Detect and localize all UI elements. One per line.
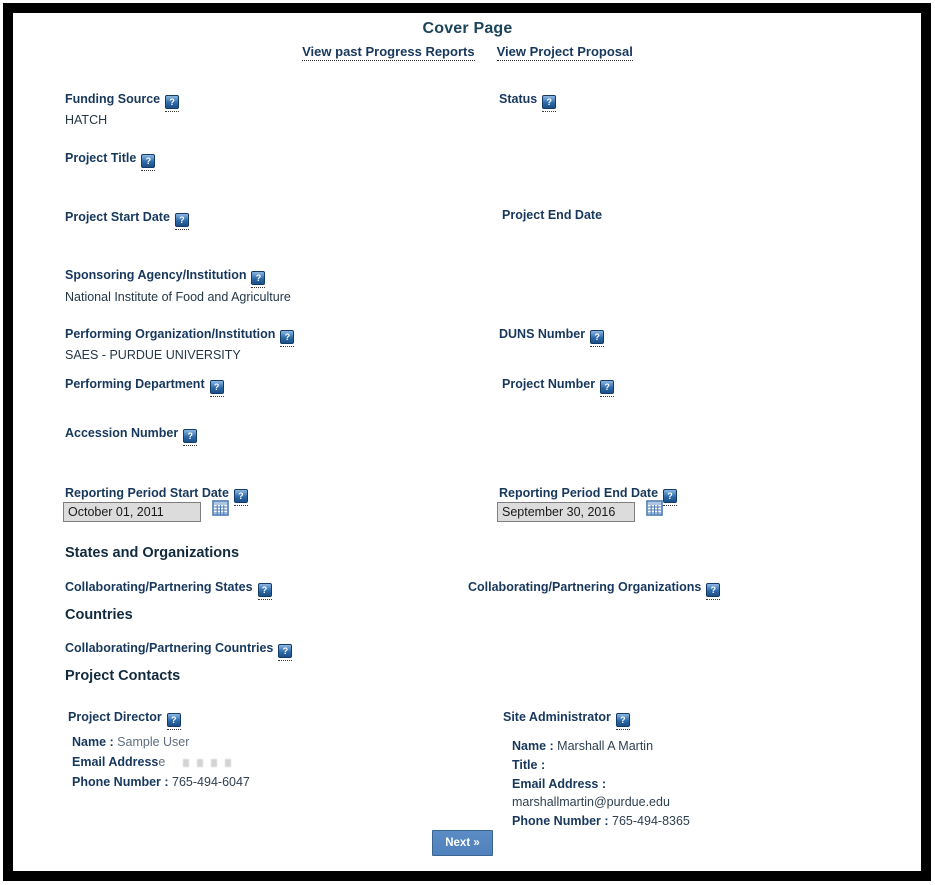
accession-number-help[interactable] — [183, 429, 197, 446]
project-director-heading-row — [68, 708, 250, 730]
duns-number-help[interactable] — [590, 330, 604, 347]
performing-org-value: SAES - PURDUE UNIVERSITY — [65, 348, 241, 362]
director-phone-label: Phone Number : — [72, 775, 169, 789]
collab-states-label: Collaborating/Partnering States — [65, 580, 253, 594]
site-admin-heading: Site Administrator — [503, 710, 611, 724]
project-start-date-help[interactable] — [175, 213, 189, 230]
collab-states-label-row — [65, 578, 272, 600]
status-help[interactable] — [542, 95, 556, 112]
director-name-label: Name : — [72, 735, 114, 749]
project-title-label-row — [65, 149, 155, 171]
calendar-icon[interactable] — [212, 500, 229, 516]
collab-countries-label-row — [65, 639, 292, 661]
status-label: Status — [499, 92, 538, 106]
director-email-visible: e — [158, 755, 166, 769]
reporting-end-help[interactable] — [663, 489, 677, 506]
project-start-date-label: Project Start Date — [65, 210, 170, 224]
help-icon: ? — [234, 489, 248, 503]
help-icon: ? — [663, 489, 677, 503]
view-project-proposal-link[interactable]: View Project Proposal — [496, 44, 633, 59]
funding-source-label: Funding Source — [65, 92, 161, 106]
reporting-end-field-row — [497, 500, 663, 522]
sponsoring-agency-label: Sponsoring Agency/Institution — [65, 268, 247, 282]
admin-name-line — [512, 739, 690, 753]
performing-department-label-row — [65, 375, 224, 397]
reporting-end-input[interactable] — [497, 502, 635, 522]
performing-department-label: Performing Department — [65, 377, 205, 391]
admin-phone-value: 765-494-8365 — [612, 814, 690, 828]
admin-phone-label: Phone Number : — [512, 814, 609, 828]
accession-number-label-row — [65, 424, 197, 446]
help-icon: ? — [278, 644, 292, 658]
director-phone-value: 765-494-6047 — [172, 775, 250, 789]
help-icon: ? — [183, 429, 197, 443]
help-icon: ? — [175, 213, 189, 227]
reporting-start-label: Reporting Period Start Date — [65, 486, 229, 500]
reporting-start-help[interactable] — [234, 489, 248, 506]
admin-name-label: Name : — [512, 739, 554, 753]
duns-number-label-row — [499, 325, 604, 347]
admin-email-label-line — [512, 777, 690, 791]
admin-email-value: marshallmartin@purdue.edu — [512, 795, 670, 809]
collab-orgs-label-row — [468, 578, 720, 600]
funding-source-label-row — [65, 90, 179, 112]
funding-source-value: HATCH — [65, 113, 108, 127]
help-icon: ? — [251, 271, 265, 285]
help-icon: ? — [590, 330, 604, 344]
site-admin-help[interactable] — [616, 713, 630, 730]
sponsoring-agency-help[interactable] — [251, 271, 265, 288]
help-icon: ? — [280, 330, 294, 344]
reporting-end-label: Reporting Period End Date — [499, 486, 659, 500]
admin-title-line — [512, 758, 690, 772]
redacted-email-smudge — [183, 759, 235, 767]
performing-org-label-row — [65, 325, 294, 347]
reporting-start-field-row — [63, 500, 229, 522]
next-button-row — [432, 830, 493, 856]
project-number-label: Project Number — [502, 377, 596, 391]
project-title-label: Project Title — [65, 151, 137, 165]
project-end-date-label: Project End Date — [502, 208, 603, 222]
performing-org-label: Performing Organization/Institution — [65, 327, 276, 341]
next-button[interactable]: Next » — [432, 830, 493, 856]
director-name-value: Sample User — [117, 735, 190, 749]
project-number-help[interactable] — [600, 380, 614, 397]
help-icon: ? — [600, 380, 614, 394]
page-title: Cover Page — [422, 20, 513, 37]
collab-states-help[interactable] — [258, 583, 272, 600]
help-icon: ? — [210, 380, 224, 394]
site-admin-heading-row — [503, 708, 690, 730]
states-orgs-heading: States and Organizations — [65, 545, 240, 561]
help-icon: ? — [706, 583, 720, 597]
countries-heading: Countries — [65, 607, 133, 623]
director-phone-line — [72, 775, 250, 789]
collab-countries-label: Collaborating/Partnering Countries — [65, 641, 274, 655]
project-director-block — [68, 708, 250, 789]
view-past-progress-reports-link[interactable]: View past Progress Reports — [302, 44, 475, 59]
site-administrator-block — [503, 708, 690, 828]
collab-orgs-help[interactable] — [706, 583, 720, 600]
accession-number-label: Accession Number — [65, 426, 179, 440]
status-label-row — [499, 90, 556, 112]
help-icon: ? — [141, 154, 155, 168]
admin-email-value-line — [512, 795, 690, 809]
help-icon: ? — [165, 95, 179, 109]
project-number-label-row — [502, 375, 614, 397]
help-icon: ? — [167, 713, 181, 727]
project-start-date-label-row — [65, 208, 189, 230]
reporting-start-input[interactable] — [63, 502, 201, 522]
project-contacts-heading: Project Contacts — [65, 668, 181, 684]
admin-name-value: Marshall A Martin — [557, 739, 654, 753]
admin-phone-line — [512, 814, 690, 828]
sponsoring-agency-value: National Institute of Food and Agriculture — [65, 290, 291, 304]
funding-source-help[interactable] — [165, 95, 179, 112]
collab-countries-help[interactable] — [278, 644, 292, 661]
director-email-line — [72, 755, 250, 769]
collab-orgs-label: Collaborating/Partnering Organizations — [468, 580, 702, 594]
top-links-row — [0, 44, 935, 61]
calendar-icon[interactable] — [646, 500, 663, 516]
sponsoring-agency-label-row — [65, 266, 265, 288]
performing-department-help[interactable] — [210, 380, 224, 397]
project-director-heading: Project Director — [68, 710, 162, 724]
director-name-line — [72, 735, 250, 749]
director-email-label: Email Address — [72, 755, 159, 769]
help-icon: ? — [616, 713, 630, 727]
help-icon: ? — [542, 95, 556, 109]
performing-org-help[interactable] — [280, 330, 294, 347]
project-director-help[interactable] — [167, 713, 181, 730]
admin-email-label: Email Address : — [512, 777, 607, 791]
help-icon: ? — [258, 583, 272, 597]
admin-title-label: Title : — [512, 758, 546, 772]
duns-number-label: DUNS Number — [499, 327, 586, 341]
project-title-help[interactable] — [141, 154, 155, 171]
